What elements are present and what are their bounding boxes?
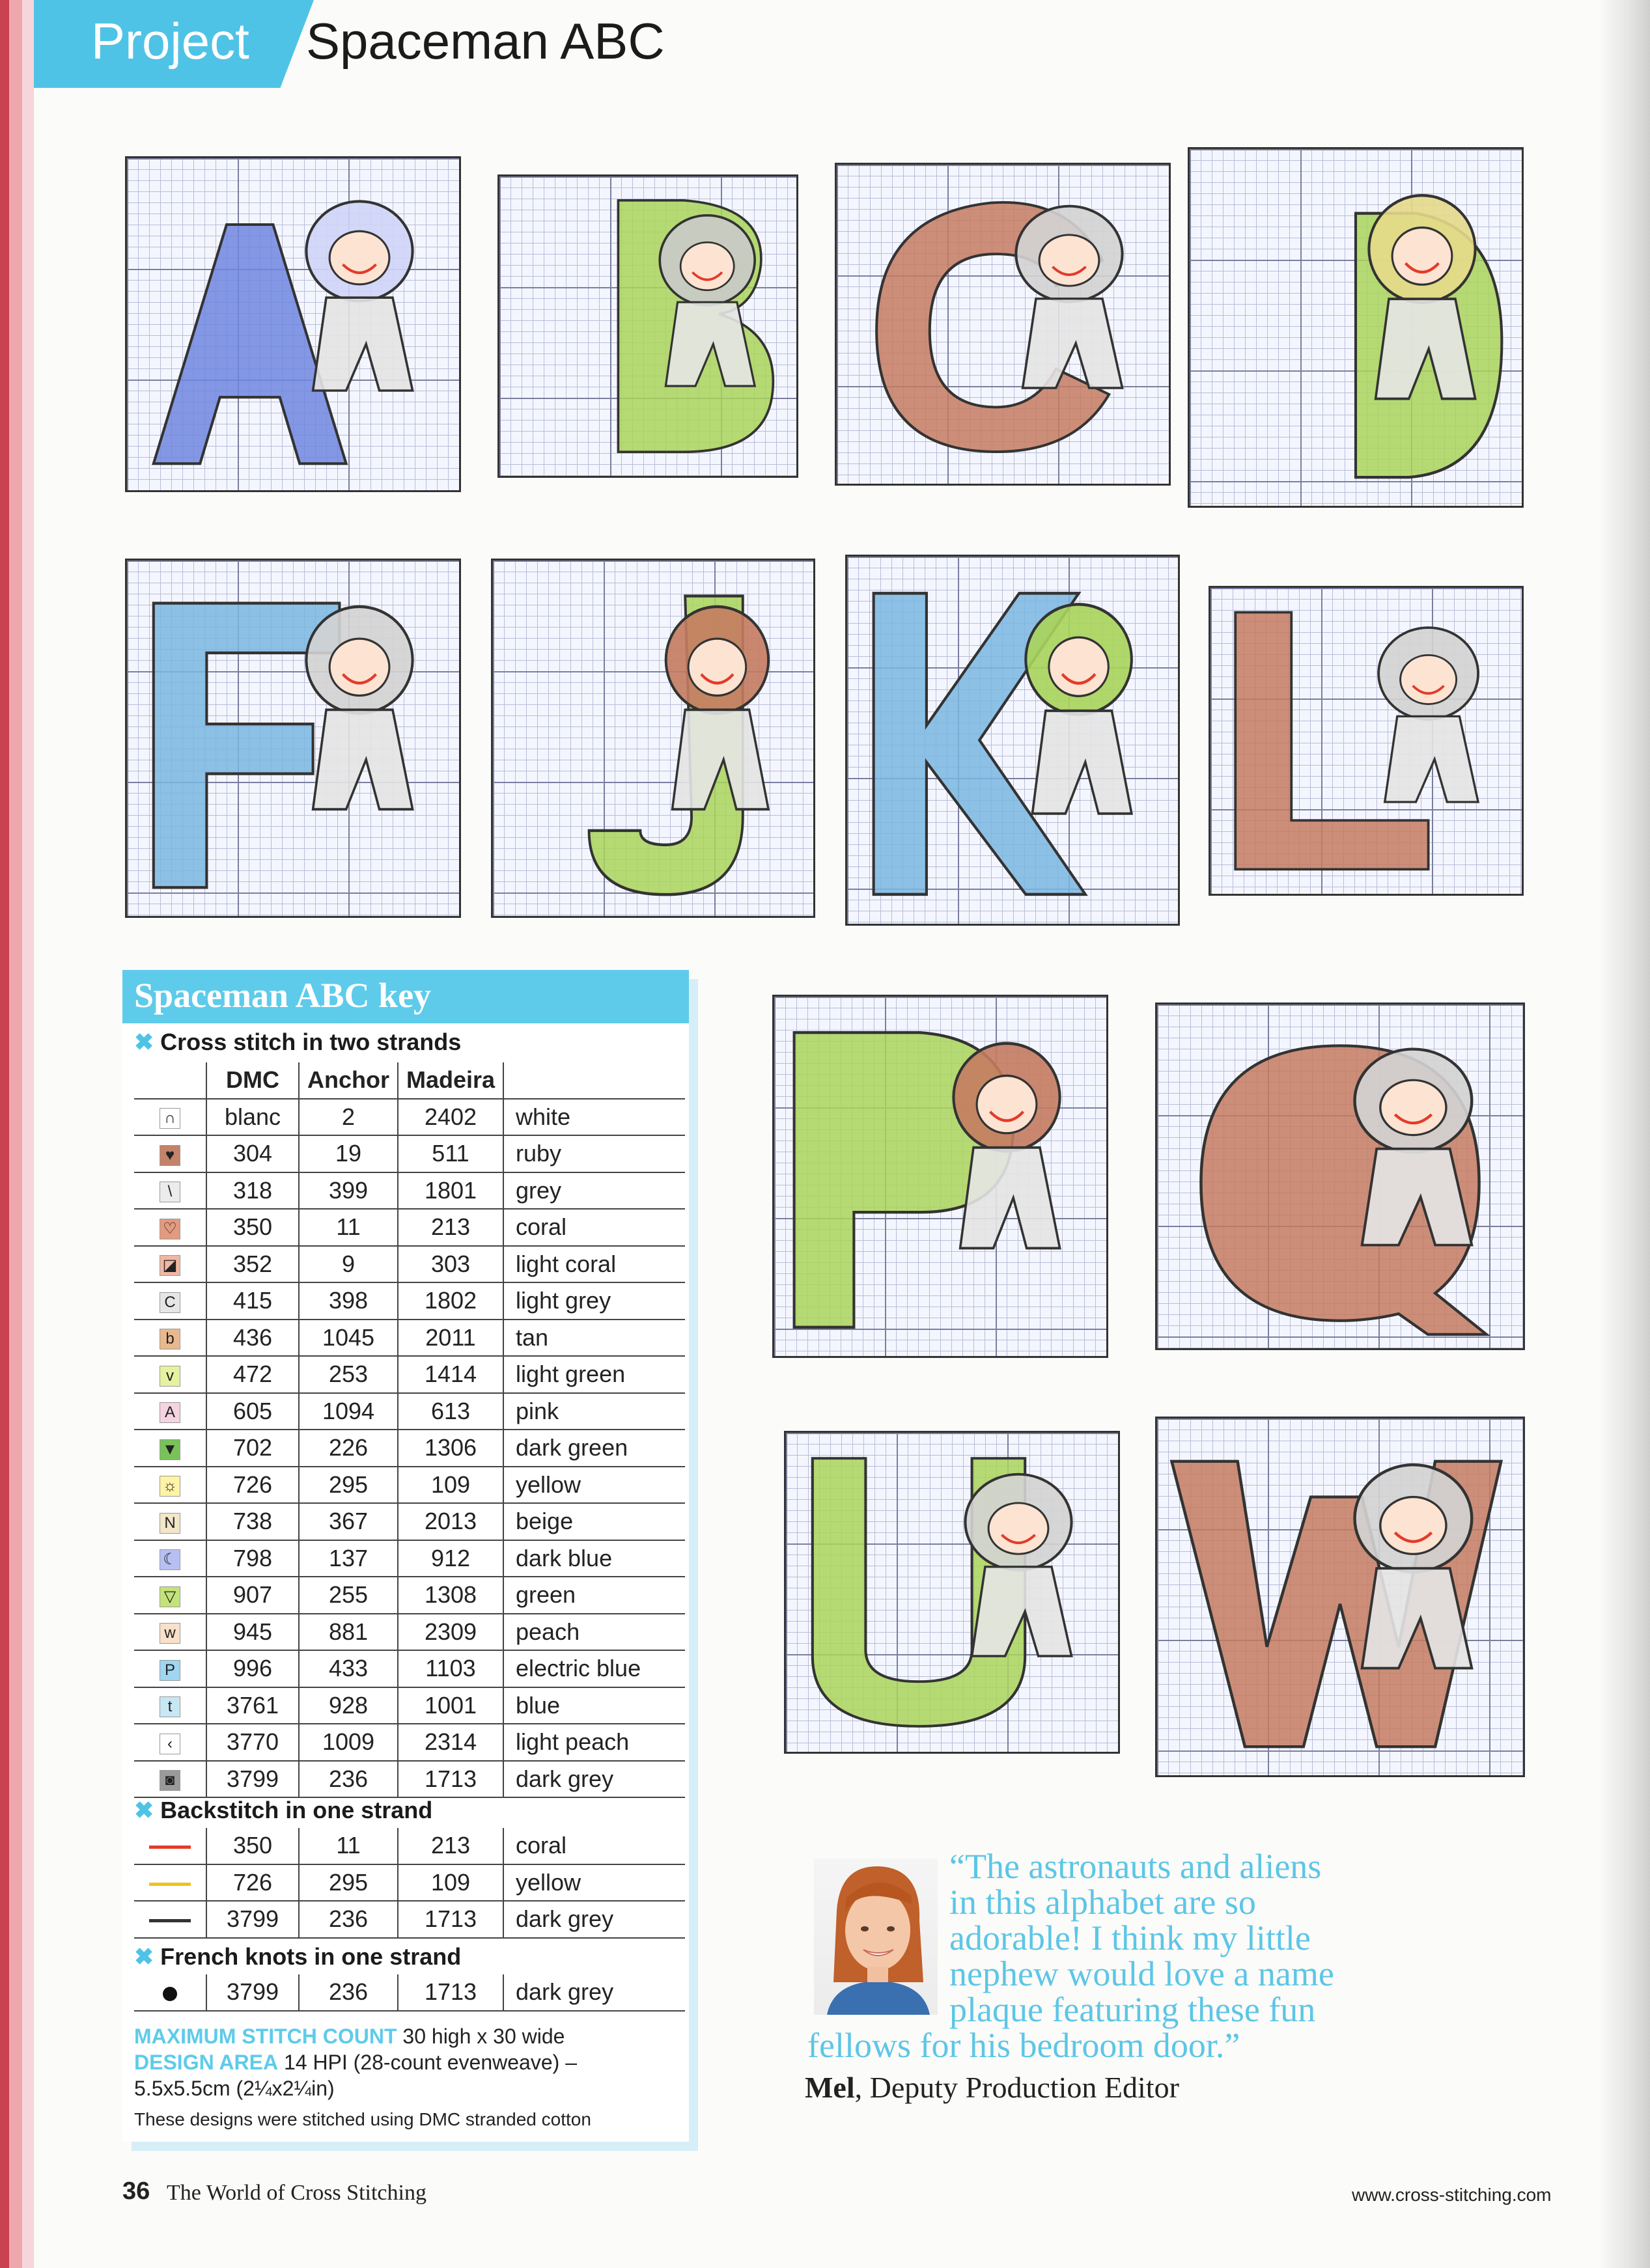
madeira-cell: 109 [398, 1467, 503, 1504]
key-title: Spaceman ABC key [134, 976, 432, 1015]
symbol-column-header [134, 1062, 206, 1099]
symbol-cell [134, 1246, 206, 1283]
backstitch-line-icon [149, 1883, 191, 1886]
dmc-cell: 352 [206, 1246, 299, 1283]
chart-f-art [127, 560, 459, 916]
symbol-cell [134, 1577, 206, 1614]
spaceman-figure [306, 201, 412, 391]
anchor-cell: 9 [299, 1246, 398, 1283]
stitch-symbol-icon: N [160, 1513, 180, 1534]
quote-line-3: adorable! I think my little [949, 1918, 1311, 1957]
quote-author-role: , Deputy Production Editor [854, 2071, 1179, 2104]
stitch-symbol-icon: ♥ [160, 1145, 180, 1166]
key-row [134, 1577, 685, 1614]
dmc-cell: 726 [206, 1467, 299, 1504]
anchor-cell: 255 [299, 1577, 398, 1614]
quote-line-1: “The astronauts and aliens [949, 1847, 1322, 1886]
stitch-symbol-icon: ◪ [160, 1255, 180, 1276]
quote-line-2: in this alphabet are so [949, 1883, 1256, 1922]
dmc-cell: 605 [206, 1393, 299, 1430]
colour-name-cell: peach [503, 1614, 685, 1651]
key-row [134, 1540, 685, 1577]
madeira-cell: 613 [398, 1393, 503, 1430]
colour-name-cell: dark green [503, 1430, 685, 1467]
chart-letter-c [835, 163, 1171, 486]
line-swatch-cell [134, 1901, 206, 1938]
anchor-cell: 399 [299, 1172, 398, 1210]
stitch-symbol-icon: P [160, 1660, 180, 1681]
stitch-symbol-icon: v [160, 1366, 180, 1387]
french-knot-marker-icon: ✖ [134, 1943, 154, 1970]
website-url: www.cross-stitching.com [1352, 2185, 1552, 2205]
line-swatch-cell [134, 1864, 206, 1902]
page-number: 36 [122, 2178, 150, 2205]
chart-q-art [1157, 1004, 1523, 1348]
dmc-cell: 304 [206, 1135, 299, 1172]
chart-letter-w [1155, 1417, 1525, 1777]
french-knot-dot-icon [163, 1987, 177, 2001]
stitch-symbol-icon: b [160, 1329, 180, 1349]
colour-name-cell: beige [503, 1503, 685, 1540]
chart-letter-d [1188, 147, 1524, 508]
backstitch-heading [134, 1797, 432, 1824]
key-row [134, 1503, 685, 1540]
anchor-cell: 226 [299, 1430, 398, 1467]
dmc-cell: 996 [206, 1650, 299, 1687]
stitch-symbol-icon: ‹ [160, 1734, 180, 1754]
max-stitch-count [134, 2025, 565, 2049]
backstitch-line-icon [149, 1846, 191, 1849]
dmc-cell: 3770 [206, 1724, 299, 1761]
max-stitch-value: 30 high x 30 wide [402, 2025, 565, 2048]
french-knot-heading [134, 1943, 461, 1971]
colour-name-cell: blue [503, 1687, 685, 1724]
spaceman-figure [306, 607, 412, 809]
section-label: Project [91, 12, 249, 70]
key-row [134, 1614, 685, 1651]
chart-p-art [774, 997, 1106, 1356]
backstitch-row [134, 1864, 685, 1902]
dmc-cell: 3799 [206, 1901, 299, 1938]
key-row [134, 1393, 685, 1430]
stitch-symbol-icon: ▼ [160, 1439, 180, 1460]
quote-attribution [805, 2070, 1179, 2105]
french-knot-row [134, 1974, 685, 2011]
stitch-symbol-icon: ▽ [160, 1586, 180, 1607]
spaceman-figure [666, 607, 768, 809]
madeira-cell: 1306 [398, 1430, 503, 1467]
chart-b-art [499, 176, 796, 476]
stitch-symbol-icon: t [160, 1696, 180, 1717]
dmc-cell: 3761 [206, 1687, 299, 1724]
anchor-column-header: Anchor [299, 1062, 398, 1099]
design-area-size: 5.5x5.5cm (2¼x2¼in) [134, 2077, 335, 2100]
key-row [134, 1099, 685, 1136]
anchor-cell: 398 [299, 1282, 398, 1320]
dmc-cell: 798 [206, 1540, 299, 1577]
key-row [134, 1282, 685, 1320]
colour-name-cell: coral [503, 1209, 685, 1246]
key-row [134, 1356, 685, 1393]
dmc-cell: 318 [206, 1172, 299, 1210]
chart-letter-k [845, 555, 1180, 926]
dmc-cell: blanc [206, 1099, 299, 1136]
anchor-cell: 236 [299, 1901, 398, 1938]
quote-line-4: nephew would love a name [949, 1954, 1334, 1993]
key-table-header [134, 1062, 685, 1099]
key-row [134, 1430, 685, 1467]
anchor-cell: 928 [299, 1687, 398, 1724]
quote-line-5: plaque featuring these fun [949, 1990, 1316, 2029]
design-area [134, 2051, 577, 2075]
key-row [134, 1724, 685, 1761]
page-title: Spaceman ABC [306, 12, 665, 70]
anchor-cell: 1009 [299, 1724, 398, 1761]
madeira-cell: 511 [398, 1135, 503, 1172]
dmc-cell: 907 [206, 1577, 299, 1614]
chart-letter-b [497, 174, 798, 478]
chart-letter-l [1209, 586, 1524, 896]
colour-name-cell: coral [503, 1828, 685, 1864]
madeira-cell: 2309 [398, 1614, 503, 1651]
spaceman-figure [1016, 206, 1122, 388]
stitch-symbol-icon: C [160, 1292, 180, 1313]
anchor-cell: 236 [299, 1761, 398, 1798]
dmc-cell: 415 [206, 1282, 299, 1320]
anchor-cell: 1045 [299, 1320, 398, 1357]
anchor-cell: 881 [299, 1614, 398, 1651]
max-stitch-label: MAXIMUM STITCH COUNT [134, 2025, 397, 2048]
madeira-cell: 213 [398, 1209, 503, 1246]
symbol-cell [134, 1430, 206, 1467]
dmc-column-header: DMC [206, 1062, 299, 1099]
design-area-label: DESIGN AREA [134, 2051, 279, 2074]
madeira-cell: 1308 [398, 1577, 503, 1614]
cross-marker-icon: ✖ [134, 1029, 154, 1055]
chart-letter-j [491, 559, 815, 918]
colour-name-cell: green [503, 1577, 685, 1614]
key-row [134, 1135, 685, 1172]
colour-name-cell: tan [503, 1320, 685, 1357]
madeira-cell: 109 [398, 1864, 503, 1902]
knot-swatch-cell [134, 1974, 206, 2011]
backstitch-row [134, 1828, 685, 1864]
chart-a-art [127, 158, 459, 490]
cross-stitch-heading-text: Cross stitch in two strands [160, 1029, 462, 1055]
french-knot-table [134, 1974, 685, 2012]
dmc-cell: 436 [206, 1320, 299, 1357]
dmc-cell: 945 [206, 1614, 299, 1651]
quote-line-6: fellows for his bedroom door.” [807, 2026, 1240, 2065]
symbol-cell [134, 1650, 206, 1687]
editor-quote [807, 1849, 1433, 2064]
madeira-cell: 912 [398, 1540, 503, 1577]
colour-name-cell: yellow [503, 1864, 685, 1902]
backstitch-heading-text: Backstitch in one strand [160, 1797, 433, 1823]
dmc-cell: 472 [206, 1356, 299, 1393]
dmc-cell: 702 [206, 1430, 299, 1467]
colour-name-cell: electric blue [503, 1650, 685, 1687]
dmc-cell: 726 [206, 1864, 299, 1902]
dmc-cell: 738 [206, 1503, 299, 1540]
thread-key-panel [122, 970, 689, 2142]
colour-name-cell: light peach [503, 1724, 685, 1761]
symbol-cell [134, 1614, 206, 1651]
page-gutter-shadow [1598, 0, 1650, 2268]
dmc-cell: 350 [206, 1828, 299, 1864]
anchor-cell: 433 [299, 1650, 398, 1687]
madeira-cell: 2402 [398, 1099, 503, 1136]
chart-k-art [847, 557, 1178, 924]
cross-stitch-heading [134, 1029, 461, 1056]
key-row [134, 1761, 685, 1798]
thread-note: These designs were stitched using DMC stranded cotton [134, 2109, 591, 2129]
madeira-cell: 1801 [398, 1172, 503, 1210]
key-row [134, 1209, 685, 1246]
key-row [134, 1467, 685, 1504]
colour-name-cell: ruby [503, 1135, 685, 1172]
stitch-symbol-icon: ☾ [160, 1549, 180, 1570]
symbol-cell [134, 1135, 206, 1172]
colour-name-cell: white [503, 1099, 685, 1136]
stitch-symbol-icon: \ [160, 1182, 180, 1202]
madeira-cell: 1001 [398, 1687, 503, 1724]
stitch-symbol-icon: ∩ [160, 1108, 180, 1129]
colour-name-cell: light grey [503, 1282, 685, 1320]
colour-name-cell: yellow [503, 1467, 685, 1504]
madeira-cell: 1414 [398, 1356, 503, 1393]
page-edge-strip [0, 0, 34, 2268]
colour-name-cell: dark blue [503, 1540, 685, 1577]
anchor-cell: 19 [299, 1135, 398, 1172]
symbol-cell [134, 1540, 206, 1577]
french-knot-heading-text: French knots in one strand [160, 1943, 462, 1970]
stitch-symbol-icon: w [160, 1623, 180, 1644]
anchor-cell: 253 [299, 1356, 398, 1393]
madeira-cell: 2314 [398, 1724, 503, 1761]
name-column-header [503, 1062, 685, 1099]
symbol-cell [134, 1356, 206, 1393]
key-row [134, 1172, 685, 1210]
chart-u-art [786, 1433, 1118, 1752]
backstitch-row [134, 1901, 685, 1938]
madeira-cell: 1802 [398, 1282, 503, 1320]
symbol-cell [134, 1320, 206, 1357]
colour-name-cell: light green [503, 1356, 685, 1393]
dmc-cell: 3799 [206, 1974, 299, 2011]
chart-l-art [1210, 588, 1522, 894]
cross-stitch-table [134, 1062, 685, 1798]
anchor-cell: 367 [299, 1503, 398, 1540]
colour-name-cell: dark grey [503, 1901, 685, 1938]
stitch-symbol-icon: A [160, 1402, 180, 1423]
madeira-cell: 303 [398, 1246, 503, 1283]
chart-w-art [1157, 1418, 1523, 1775]
chart-letter-q [1155, 1003, 1525, 1350]
key-header [122, 970, 689, 1023]
symbol-cell [134, 1724, 206, 1761]
chart-letter-p [772, 995, 1108, 1358]
madeira-cell: 1713 [398, 1974, 503, 2011]
madeira-cell: 2013 [398, 1503, 503, 1540]
anchor-cell: 1094 [299, 1393, 398, 1430]
madeira-cell: 1713 [398, 1901, 503, 1938]
stitch-symbol-icon: ♡ [160, 1219, 180, 1239]
key-row [134, 1650, 685, 1687]
spaceman-figure [1026, 604, 1132, 813]
spaceman-figure [1378, 628, 1478, 802]
chart-c-art [837, 165, 1169, 484]
symbol-cell [134, 1687, 206, 1724]
magazine-name: The World of Cross Stitching [167, 2181, 426, 2205]
dmc-cell: 3799 [206, 1761, 299, 1798]
key-row [134, 1320, 685, 1357]
backstitch-marker-icon: ✖ [134, 1797, 154, 1823]
madeira-column-header: Madeira [398, 1062, 503, 1099]
symbol-cell [134, 1761, 206, 1798]
anchor-cell: 137 [299, 1540, 398, 1577]
line-swatch-cell [134, 1828, 206, 1864]
key-row [134, 1687, 685, 1724]
chart-j-art [493, 560, 813, 916]
chart-letter-u [784, 1431, 1120, 1754]
madeira-cell: 213 [398, 1828, 503, 1864]
madeira-cell: 1713 [398, 1761, 503, 1798]
backstitch-table [134, 1828, 685, 1939]
colour-name-cell: light coral [503, 1246, 685, 1283]
quote-author-name: Mel [805, 2071, 855, 2104]
symbol-cell [134, 1282, 206, 1320]
symbol-cell [134, 1099, 206, 1136]
symbol-cell [134, 1393, 206, 1430]
colour-name-cell: dark grey [503, 1974, 685, 2011]
stitch-symbol-icon: ◙ [160, 1770, 180, 1791]
symbol-cell [134, 1209, 206, 1246]
colour-name-cell: pink [503, 1393, 685, 1430]
colour-name-cell: grey [503, 1172, 685, 1210]
symbol-cell [134, 1503, 206, 1540]
madeira-cell: 2011 [398, 1320, 503, 1357]
chart-letter-f [125, 559, 461, 918]
stitch-symbol-icon: ☼ [160, 1476, 180, 1497]
madeira-cell: 1103 [398, 1650, 503, 1687]
symbol-cell [134, 1172, 206, 1210]
anchor-cell: 295 [299, 1467, 398, 1504]
colour-name-cell: dark grey [503, 1761, 685, 1798]
design-area-value: 14 HPI (28-count evenweave) – [283, 2051, 577, 2074]
anchor-cell: 2 [299, 1099, 398, 1136]
symbol-cell [134, 1467, 206, 1504]
chart-letter-a [125, 156, 461, 492]
anchor-cell: 11 [299, 1209, 398, 1246]
backstitch-line-icon [149, 1919, 191, 1922]
key-row [134, 1246, 685, 1283]
anchor-cell: 295 [299, 1864, 398, 1902]
dmc-cell: 350 [206, 1209, 299, 1246]
anchor-cell: 236 [299, 1974, 398, 2011]
anchor-cell: 11 [299, 1828, 398, 1864]
chart-d-art [1190, 149, 1522, 506]
